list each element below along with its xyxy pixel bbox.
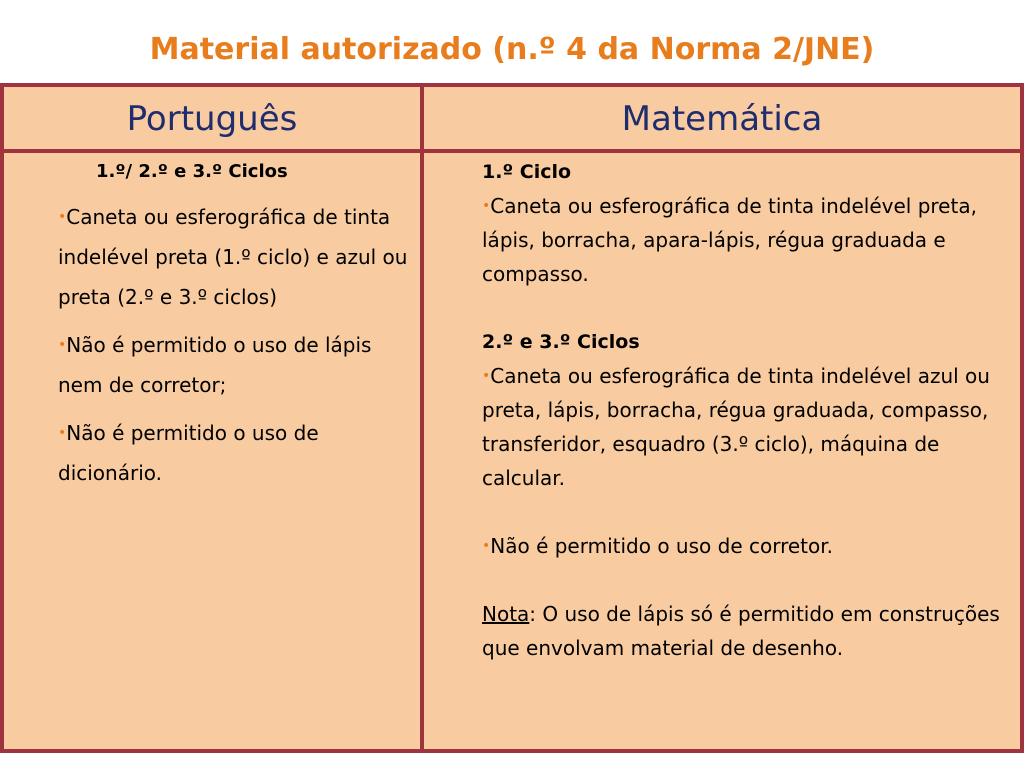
bullet-icon: • (482, 198, 491, 214)
header-matematica: Matemática (621, 99, 823, 139)
table-border-bottom (0, 749, 1024, 753)
nota-paragraph (482, 597, 1002, 665)
nota-text: : O uso de lápis só é permitido em construções que envolvam material de desenho. (482, 602, 1000, 660)
list-item-text: Não é permitido o uso de lápis nem de corretor; (58, 333, 372, 397)
matematica-cell (482, 155, 1002, 665)
list-item (58, 197, 408, 317)
nota-label: Nota (482, 602, 530, 626)
list-item-text: Não é permitido o uso de dicionário. (58, 421, 319, 485)
list-item-text: Não é permitido o uso de corretor. (490, 534, 833, 558)
bullet-icon: • (482, 368, 491, 384)
table-border-left (0, 83, 4, 753)
ciclo23-heading: 2.º e 3.º Ciclos (482, 331, 640, 353)
list-item-text: Caneta ou esferográfica de tinta indelével azul ou preta, lápis, borracha, régua graduada, compasso, transferidor, esquadro (3.º ciclo), máquina de calcular. (482, 364, 990, 490)
portugues-cell (58, 155, 408, 501)
portugues-cycles-heading: 1.º/ 2.º e 3.º Ciclos (96, 161, 288, 182)
bullet-icon: • (58, 337, 67, 353)
list-item (482, 189, 1002, 291)
list-item (58, 413, 408, 493)
materials-table (0, 83, 1024, 753)
bullet-icon: • (58, 425, 67, 441)
column-divider (420, 83, 424, 753)
spacer (482, 495, 1002, 529)
ciclo1-heading: 1.º Ciclo (482, 161, 572, 183)
list-item-text: Caneta ou esferográfica de tinta indelével preta (1.º ciclo) e azul ou preta (2.º e 3.º ciclos) (58, 205, 408, 309)
bullet-icon: • (482, 538, 491, 554)
spacer (482, 563, 1002, 597)
table-border-right (1020, 83, 1024, 753)
slide-title: Material autorizado (n.º 4 da Norma 2/JNE) (149, 32, 875, 67)
bullet-icon: • (58, 209, 67, 225)
list-item-text: Caneta ou esferográfica de tinta indelével preta, lápis, borracha, apara-lápis, régua graduada e compasso. (482, 194, 977, 286)
header-portugues: Português (126, 99, 298, 139)
spacer (482, 291, 1002, 325)
list-item (482, 359, 1002, 495)
list-item (482, 529, 1002, 563)
list-item (58, 325, 408, 405)
